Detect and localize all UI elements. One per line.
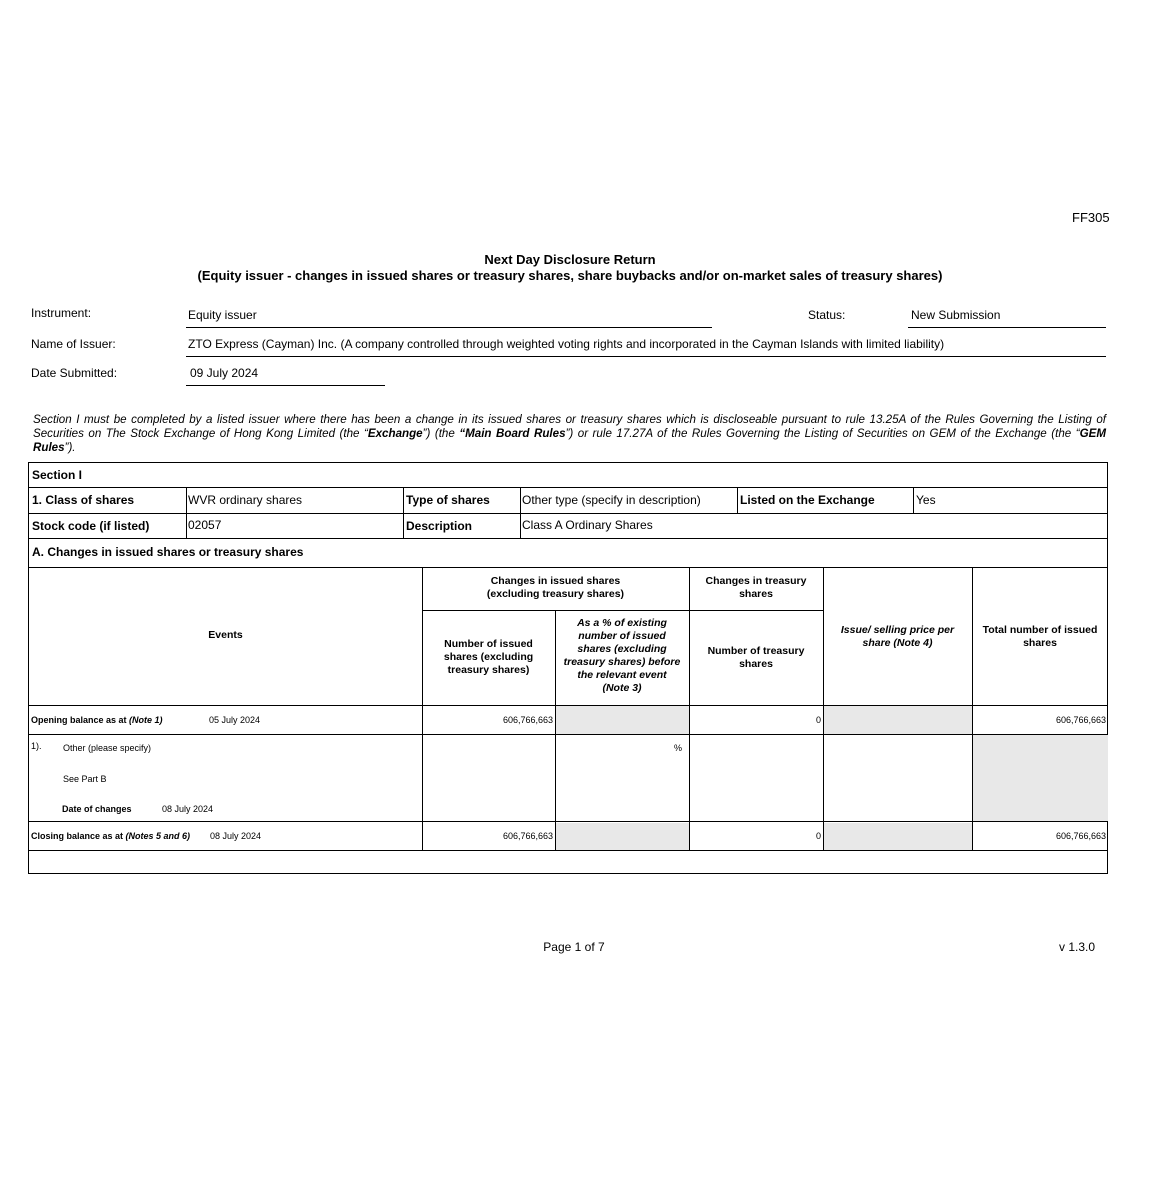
status-field	[908, 308, 1106, 328]
date-submitted-label: Date Submitted:	[31, 366, 118, 380]
date-submitted-value: 09 July 2024	[190, 366, 259, 380]
event-type: Other (please specify)	[63, 743, 152, 753]
closing-issued-shares: 606,766,663	[502, 831, 553, 841]
opening-total-shares: 606,766,663	[1055, 715, 1106, 725]
col-header-changes-issued: Changes in issued shares (excluding treasury shares)	[486, 575, 625, 600]
status-label: Status:	[808, 308, 846, 322]
opening-issued-shares: 606,766,663	[502, 715, 553, 725]
opening-balance-label: Opening balance as at (Note 1)	[31, 715, 163, 725]
class-of-shares-label: 1. Class of shares	[32, 493, 135, 507]
shaded-cell	[824, 823, 972, 850]
section-intro: Section I must be completed by a listed issuer where there has been a change in its issued shares or treasury shares which is discloseable pursuant to rule 13.25A of the Rules Governing the Listing of Securities on The Stock Exchange of Hong Kong Limited (the “Exchange”) (the “Main Board Rules”) or rule 17.27A of the Rules Governing the Listing of Securities on GEM of the Exchange (the “GEM Rules”).	[33, 413, 1106, 454]
event-percent-sign: %	[673, 743, 682, 753]
closing-total-shares: 606,766,663	[1055, 831, 1106, 841]
issuer-value: ZTO Express (Cayman) Inc. (A company controlled through weighted voting rights and incorporated in the Cayman Islands with limited liability)	[188, 337, 945, 351]
section-1-table	[28, 462, 1108, 874]
col-header-number-issued: Number of issued shares (excluding treasury shares)	[443, 638, 534, 676]
part-a-title: A. Changes in issued shares or treasury shares	[32, 545, 304, 559]
type-of-shares-label: Type of shares	[406, 493, 490, 507]
class-of-shares-value: WVR ordinary shares	[188, 493, 303, 507]
closing-balance-date: 08 July 2024	[210, 831, 262, 841]
closing-balance-label: Closing balance as at (Notes 5 and 6)	[31, 831, 191, 841]
date-submitted-field	[186, 366, 385, 386]
shaded-cell	[824, 706, 972, 734]
shaded-cell	[556, 706, 689, 734]
stock-code-label: Stock code (if listed)	[32, 519, 150, 533]
page-number: Page 1 of 7	[543, 940, 605, 954]
description-value: Class A Ordinary Shares	[522, 518, 653, 532]
event-detail: See Part B	[63, 774, 107, 784]
section-title: Section I	[32, 468, 83, 482]
status-value: New Submission	[911, 308, 1001, 322]
issuer-label: Name of Issuer:	[31, 337, 116, 351]
page-title: Next Day Disclosure Return	[484, 252, 656, 267]
form-code: FF305	[1072, 210, 1110, 225]
col-header-events: Events	[208, 629, 243, 641]
instrument-value: Equity issuer	[188, 308, 257, 322]
col-header-price: Issue/ selling price per share (Note 4)	[840, 624, 955, 649]
instrument-field	[186, 308, 712, 328]
col-header-total: Total number of issued shares	[982, 624, 1098, 649]
event-number: 1).	[31, 741, 42, 751]
version-label: v 1.3.0	[1059, 940, 1096, 954]
shaded-cell	[973, 735, 1108, 821]
issuer-field	[186, 337, 1106, 357]
instrument-label: Instrument:	[31, 306, 92, 320]
stock-code-value: 02057	[188, 518, 222, 532]
page-subtitle: (Equity issuer - changes in issued shares or treasury shares, share buybacks and/or on-market sales of treasury shares)	[197, 268, 943, 283]
date-of-changes-value: 08 July 2024	[162, 804, 214, 814]
col-header-percent: As a % of existing number of issued shares (excluding treasury shares) before the relevant event (Note 3)	[563, 617, 681, 694]
date-of-changes-label: Date of changes	[62, 804, 132, 814]
description-label: Description	[406, 519, 473, 533]
closing-treasury-shares: 0	[815, 831, 821, 841]
listed-label: Listed on the Exchange	[740, 493, 875, 507]
col-header-changes-treasury: Changes in treasury shares	[705, 575, 807, 600]
shaded-cell	[556, 823, 689, 850]
opening-balance-date: 05 July 2024	[209, 715, 261, 725]
listed-value: Yes	[916, 493, 936, 507]
opening-treasury-shares: 0	[815, 715, 821, 725]
col-header-number-treasury: Number of treasury shares	[707, 645, 805, 670]
type-of-shares-value: Other type (specify in description)	[522, 493, 701, 507]
